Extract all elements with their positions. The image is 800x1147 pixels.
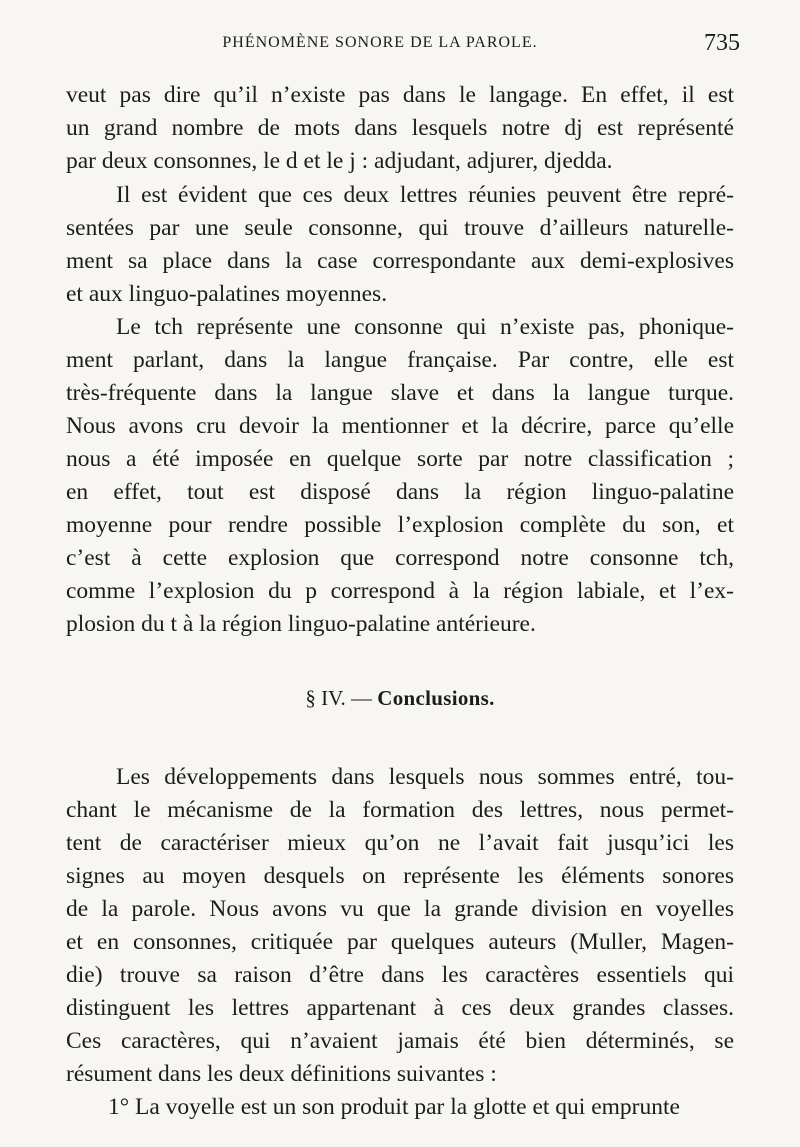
- text-line: et en consonnes, critiquée par quelques auteurs (Muller, Magen-: [66, 929, 734, 955]
- text-line: Le tch représente une consonne qui n’existe pas, phonique-: [116, 314, 734, 340]
- text-line: Les développements dans lesquels nous sommes entré, tou-: [116, 764, 734, 790]
- text-line: die) trouve sa raison d’être dans les caractères essentiels qui: [66, 962, 734, 988]
- text-line: résument dans les deux définitions suivantes :: [66, 1061, 497, 1087]
- text-line: Il est évident que ces deux lettres réunies peuvent être repré-: [116, 182, 734, 208]
- section-heading: [0, 686, 800, 711]
- section-title: Conclusions.: [377, 686, 495, 710]
- running-head: PHÉNOMÈNE SONORE DE LA PAROLE.: [222, 34, 538, 51]
- text-line: comme l’explosion du p correspond à la région labiale, et l’ex-: [66, 578, 734, 604]
- text-line: sentées par une seule consonne, qui trouve d’ailleurs naturelle-: [66, 215, 734, 241]
- page-number: 735: [704, 30, 740, 56]
- text-line: tent de caractériser mieux qu’on ne l’avait fait jusqu’ici les: [66, 830, 734, 856]
- text-line: signes au moyen desquels on représente les éléments sonores: [66, 863, 734, 889]
- section-number: § IV. —: [305, 686, 373, 710]
- page-header: [0, 30, 800, 60]
- text-line: en effet, tout est disposé dans la région linguo-palatine: [66, 479, 734, 505]
- text-line: 1° La voyelle est un son produit par la glotte et qui emprunte: [108, 1094, 680, 1120]
- text-line: c’est à cette explosion que correspond notre consonne tch,: [66, 545, 734, 571]
- text-line: ment parlant, dans la langue française. Par contre, elle est: [66, 347, 734, 373]
- text-line: moyenne pour rendre possible l’explosion complète du son, et: [66, 512, 734, 538]
- text-line: distinguent les lettres appartenant à ces deux grandes classes.: [66, 995, 734, 1021]
- text-line: un grand nombre de mots dans lesquels notre dj est représenté: [66, 115, 734, 141]
- text-line: très-fréquente dans la langue slave et dans la langue turque.: [66, 380, 734, 406]
- text-line: Ces caractères, qui n’avaient jamais été bien déterminés, se: [66, 1028, 734, 1054]
- text-line: Nous avons cru devoir la mentionner et la décrire, parce qu’elle: [66, 413, 734, 439]
- text-line: veut pas dire qu’il n’existe pas dans le langage. En effet, il est: [66, 82, 734, 108]
- text-line: par deux consonnes, le d et le j : adjudant, adjurer, djedda.: [66, 148, 613, 174]
- text-line: chant le mécanisme de la formation des lettres, nous permet-: [66, 797, 734, 823]
- text-line: et aux linguo-palatines moyennes.: [66, 281, 388, 307]
- text-line: nous a été imposée en quelque sorte par notre classification ;: [66, 446, 734, 472]
- text-line: de la parole. Nous avons vu que la grande division en voyelles: [66, 896, 734, 922]
- text-line: ment sa place dans la case correspondante aux demi-explosives: [66, 248, 734, 274]
- text-line: plosion du t à la région linguo-palatine antérieure.: [66, 611, 536, 637]
